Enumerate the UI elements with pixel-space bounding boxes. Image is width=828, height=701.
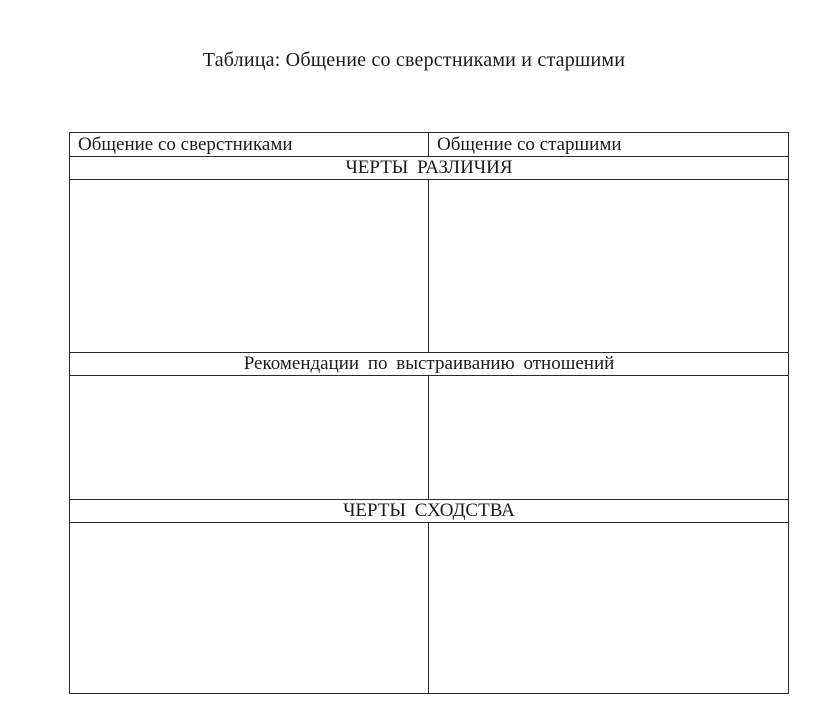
header-elders: Общение со старшими	[429, 133, 789, 157]
section-title-differences: ЧЕРТЫ РАЗЛИЧИЯ	[70, 157, 789, 180]
recommendations-peers-cell[interactable]	[70, 376, 429, 499]
section-title-similarities: ЧЕРТЫ СХОДСТВА	[70, 499, 789, 522]
header-row	[70, 133, 789, 157]
table-row	[70, 180, 789, 353]
section-row-differences	[70, 157, 789, 180]
similarities-elders-cell[interactable]	[429, 522, 789, 693]
table-row	[70, 376, 789, 499]
differences-peers-cell[interactable]	[70, 180, 429, 353]
section-title-recommendations: Рекомендации по выстраиванию отношений	[70, 353, 789, 376]
recommendations-elders-cell[interactable]	[429, 376, 789, 499]
table-row	[70, 522, 789, 693]
header-peers: Общение со сверстниками	[70, 133, 429, 157]
differences-elders-cell[interactable]	[429, 180, 789, 353]
document-title: Таблица: Общение со сверстниками и старшими	[202, 49, 626, 71]
similarities-peers-cell[interactable]	[70, 522, 429, 693]
comparison-table	[69, 132, 789, 694]
section-row-similarities	[70, 499, 789, 522]
section-row-recommendations	[70, 353, 789, 376]
